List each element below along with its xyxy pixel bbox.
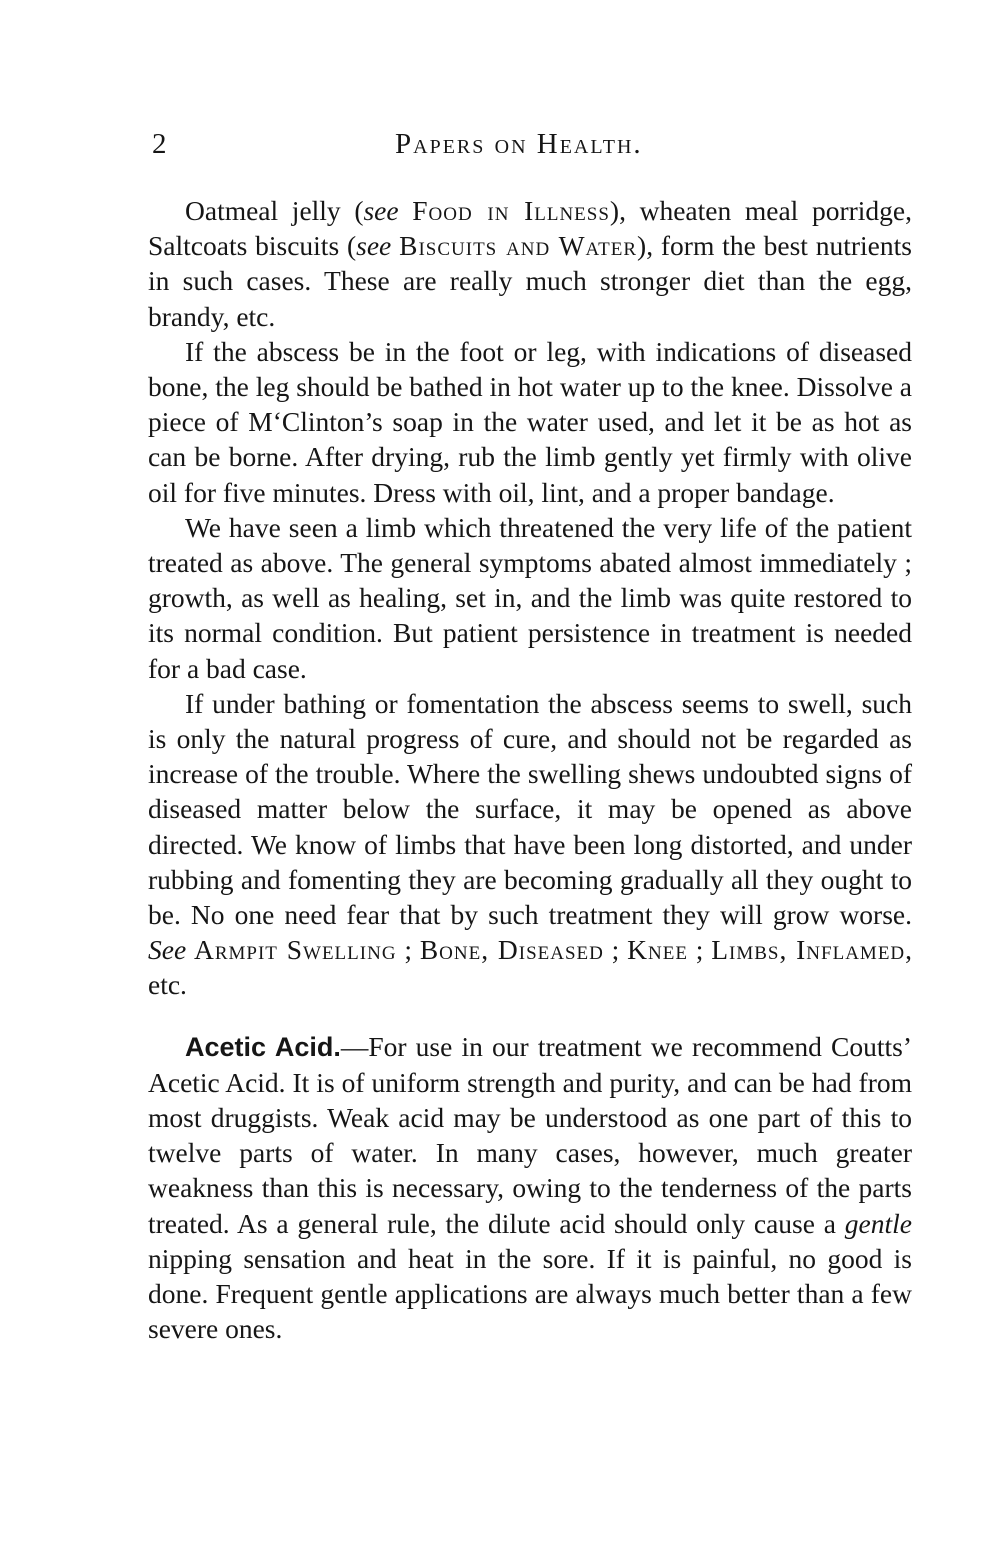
cross-reference: Bone, Diseased (419, 934, 604, 966)
cross-reference: Biscuits and Water (399, 230, 638, 262)
paragraph-text: ), form the best nutrients in such cases. These are really much stronger diet than the egg, brandy, etc. (148, 230, 912, 332)
separator: ; (396, 934, 420, 966)
entry-text: nipping sensation and heat in the sore. If it is painful, no good is done. Frequent gentle applications are always much better than a few severe ones. (148, 1242, 912, 1345)
body-text (148, 193, 912, 1347)
page-header (150, 128, 910, 168)
cross-reference: Limbs, Inflamed (711, 934, 906, 966)
paragraph-limb-treated: We have seen a limb which threatened the very life of the patient treated as above. The general symptoms abated almost immediately ; growth, as well as healing, set in, and the limb was quite restored to its normal condition. But patient persistence in treatment is needed for a bad case. (148, 511, 912, 684)
emphasis: gentle (844, 1207, 912, 1239)
entry-text: For use in our treatment we recommend Coutts’ Acetic Acid. It is of uniform strength and purity, and can be had from most druggists. Weak acid may be understood as one part of this to twelve parts of water. In many cases, however, much greater weakness than this is necessary, owing to the tenderness of the parts treated. As a general rule, the dilute acid should only cause a (148, 1030, 912, 1239)
cross-reference: Knee (627, 934, 688, 966)
paragraph-text: If under bathing or fomentation the abscess seems to swell, such is only the natural progress of cure, and should not be regarded as increase of the trouble. Where the swelling shews undoubted signs of diseased matter below the surface, it may be opened as above directed. We know of limbs that have been long distorted, and under rubbing and fomenting they are becoming gradually all they ought to be. No one need fear that by such treatment they will grow worse. (148, 687, 912, 931)
entry-dash: — (340, 1030, 369, 1062)
paragraph-text: ), wheaten meal porridge, Saltcoats biscuits ( (148, 195, 912, 262)
paragraph-text: , etc. (148, 934, 913, 1001)
paragraph-text: Oatmeal jelly ( (185, 195, 364, 226)
see-reference: see (356, 230, 392, 262)
separator: ; (687, 934, 712, 966)
running-title: Papers on Health. (395, 128, 643, 160)
see-reference: See (148, 934, 187, 966)
paragraph-abscess-foot: If the abscess be in the foot or leg, with indications of diseased bone, the leg should be bathed in hot water up to the knee. Dissolve a piece of M‘Clinton’s soap in the water used, and let it be as hot as can be borne. After drying, rub the limb gently yet firmly with olive oil for five minutes. Dress with oil, lint, and a proper bandage. (148, 335, 912, 508)
entry-acetic-acid (148, 1029, 912, 1347)
page-number: 2 (152, 128, 167, 160)
see-reference: see (363, 195, 399, 226)
paragraph-swelling (148, 686, 912, 1003)
cross-reference: Armpit Swelling (193, 934, 397, 966)
paragraph-oatmeal (148, 193, 912, 334)
separator: ; (603, 934, 628, 966)
cross-reference: Food in Illness (412, 195, 610, 226)
entry-heading: Acetic Acid. (185, 1031, 341, 1062)
